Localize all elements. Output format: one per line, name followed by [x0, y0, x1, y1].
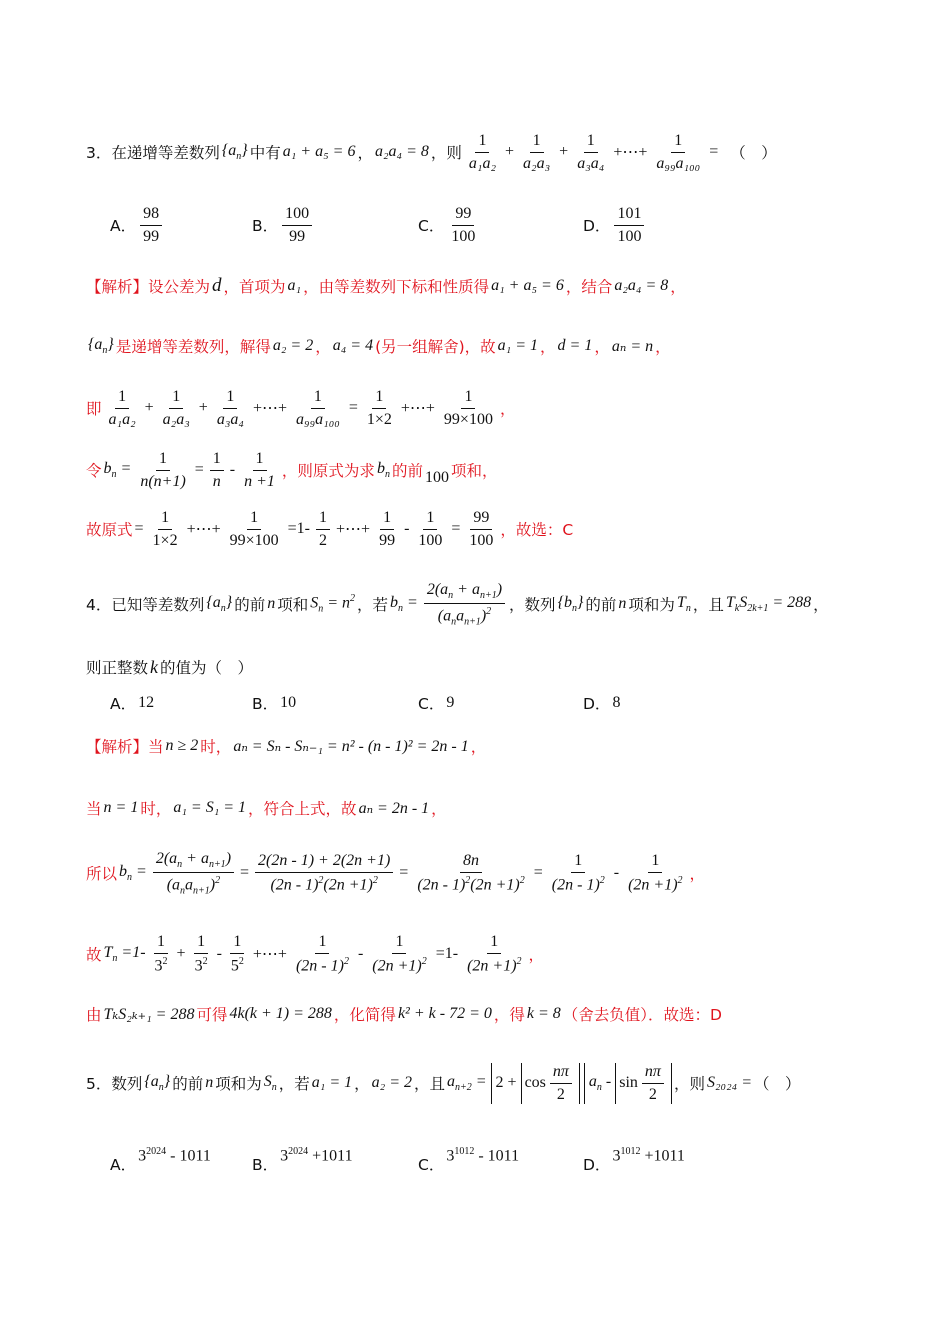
- q3-option-c: C． $\frac{99}{100}$: [418, 204, 476, 245]
- q3-seq: $\{a_n\}$: [221, 141, 248, 163]
- q3-equals: =: [709, 143, 719, 160]
- q4-solution-line-2: 当 n = 1 时， a₁ = S₁ = 1 ，符合上式，故 aₙ = 2n - 1 ，: [86, 799, 447, 818]
- q4-stem: 4． 已知等差数列 $\{a_n\}$ 的前 n 项和 $S_n = n^2$ ，若 $b_n$ = $\frac{2(a_n + a_{n+1})}{(a_na_{n+1})^2}$ ，数列 $\{b_n\}$ 的前 n 项和为 $T_n$ ，且 $T_kS_{2k+1} = 288$ ，: [86, 580, 829, 628]
- q3-option-a: A． $\frac{98}{99}$: [110, 200, 166, 250]
- q3-option-d: D． $\frac{101}{100}$: [583, 200, 648, 250]
- q3-sep: ，: [357, 144, 373, 162]
- q4-number: 4．: [86, 596, 112, 614]
- q5-option-a: A． $3^{2024} - 1011$: [110, 1146, 211, 1174]
- q3-option-b: B． $\frac{100}{99}$: [252, 200, 316, 250]
- q4-stem-line-2: 则正整数 k 的值为（ ）: [86, 656, 254, 677]
- q3-solution-line-2: $\{a_n\}$ 是递增等差数列，解得 a₂ = 2 ， a₄ = 4 (另一组解舍)，故 a₁ = 1 ， d = 1 ， aₙ = n ，: [88, 335, 671, 357]
- q4-solution-line-5: 由 TₖS₂ₖ₊₁ = 288 可得 4k(k + 1) = 288 ，化简得 k² + k - 72 = 0 ，得 k = 8 （舍去负值）．故选：D: [86, 1005, 722, 1024]
- q5-number: 5．: [86, 1075, 112, 1093]
- q4-option-b: B． 10: [252, 694, 297, 713]
- q5-option-b: B． $3^{2024} +1011$: [252, 1146, 353, 1174]
- q4-solution-line-3: 所以 $b_n$ = $\frac{2(a_n + a_{n+1})}{(a_na_{n+1})^2}$ = $\frac{2(2n - 1) + 2(2n +1)}{(2n - 1)^2(2n +1)^2}$ = $\frac{8n}{(2n - 1)^2(2n +1)^2}$ = $\frac{1}{(2n - 1)^2}$ - $\frac{1}{(2n +1)^2}$ ，: [86, 849, 706, 897]
- q4-solution-line-1: 【解析】当 n ≥ 2 时， aₙ = Sₙ - Sₙ₋₁ = n² - (n - 1)² = 2n - 1 ，: [86, 737, 487, 756]
- q3-frac-2: $\frac{1}{\text{a₂a₃}}$: [523, 131, 551, 172]
- q3-stem-b: 中有: [249, 144, 281, 162]
- q3-number: 3．: [86, 144, 112, 162]
- q3-then: ，则: [430, 144, 462, 162]
- q3-plus-2: +: [559, 143, 569, 160]
- q3-cond1: a₁ + a₅ = 6: [282, 143, 356, 160]
- q3-frac-3: $\frac{1}{\text{a₃a₄}}$: [577, 131, 605, 172]
- q5-option-d: D． $3^{1012} +1011$: [583, 1146, 685, 1174]
- q3-cond2: a₂a₄ = 8: [374, 143, 429, 160]
- q4-option-d: D． 8: [583, 694, 621, 713]
- q3-answer-paren: （ ）: [730, 144, 777, 162]
- q3-frac-1: $\frac{1}{\text{a₁a₂}}$: [468, 131, 497, 172]
- q4-option-a: A． 12: [110, 694, 155, 713]
- q3-plus-1: +: [505, 143, 515, 160]
- q3-solution-line-3: 即 $\frac{1}{\text{a₁a₂}}$ + $\frac{1}{\text{a₂a₃}}$ + $\frac{1}{\text{a₃a₄}}$ +⋯+ $\frac{1}{\text{a₉₉a₁₀₀}}$ = $\frac{1}{1\times 2}$ +⋯+ $\frac{1}{99\times 100}$ ，: [86, 387, 516, 428]
- q3-solution-line-5: 故原式 = $\frac{1}{1\times 2}$ +⋯+ $\frac{1}{99\times 100}$ =1- $\frac{1}{2}$ +⋯+ $\frac{1}{99}$ - $\frac{1}{100}$ = $\frac{99}{100}$ ，故选：C: [86, 508, 574, 549]
- q3-stem-a: 在递增等差数列: [111, 144, 220, 162]
- q5-option-c: C． $3^{1012} - 1011$: [418, 1146, 520, 1174]
- q3-dots: +⋯+: [613, 144, 648, 161]
- q5-stem: 5． 数列 $\{a_n\}$ 的前 n 项和为 $S_n$ ，若 a₁ = 1 ， a₂ = 2 ，且 $a_{n+2}$ = 2 + cos $\frac{n\pi}{2}$ $a_n$ - sin $\frac{n\pi}{2}$ ，则 S₂₀₂₄ = （ ）: [86, 1062, 801, 1103]
- q4-solution-line-4: 故 $T_n =1-$ $\frac{1}{3^2}$ + $\frac{1}{3^2}$ - $\frac{1}{5^2}$ +⋯+ $\frac{1}{(2n - 1)^2}$ - $\frac{1}{(2n +1)^2}$ =1- $\frac{1}{(2n +1)^2}$ ，: [86, 932, 545, 975]
- q3-stem: [86, 118, 910, 186]
- q3-solution-line-1: 【解析】设公差为 d ，首项为 a₁ ，由等差数列下标和性质得 a₁ + a₅ = 6 ，结合 a₂a₄ = 8 ，: [86, 275, 686, 296]
- q3-frac-4: $\frac{1}{\text{a₉₉a₁₀₀}}$: [656, 131, 701, 172]
- q3-solution-line-4: 令 $b_n$ = $\frac{1}{n(n+1)}$ = $\frac{1}{n}$ - $\frac{1}{n +1}$ ，则原式为求 $b_n$ 的前 100 项和，: [86, 449, 498, 490]
- q4-option-c: C． 9: [418, 694, 455, 713]
